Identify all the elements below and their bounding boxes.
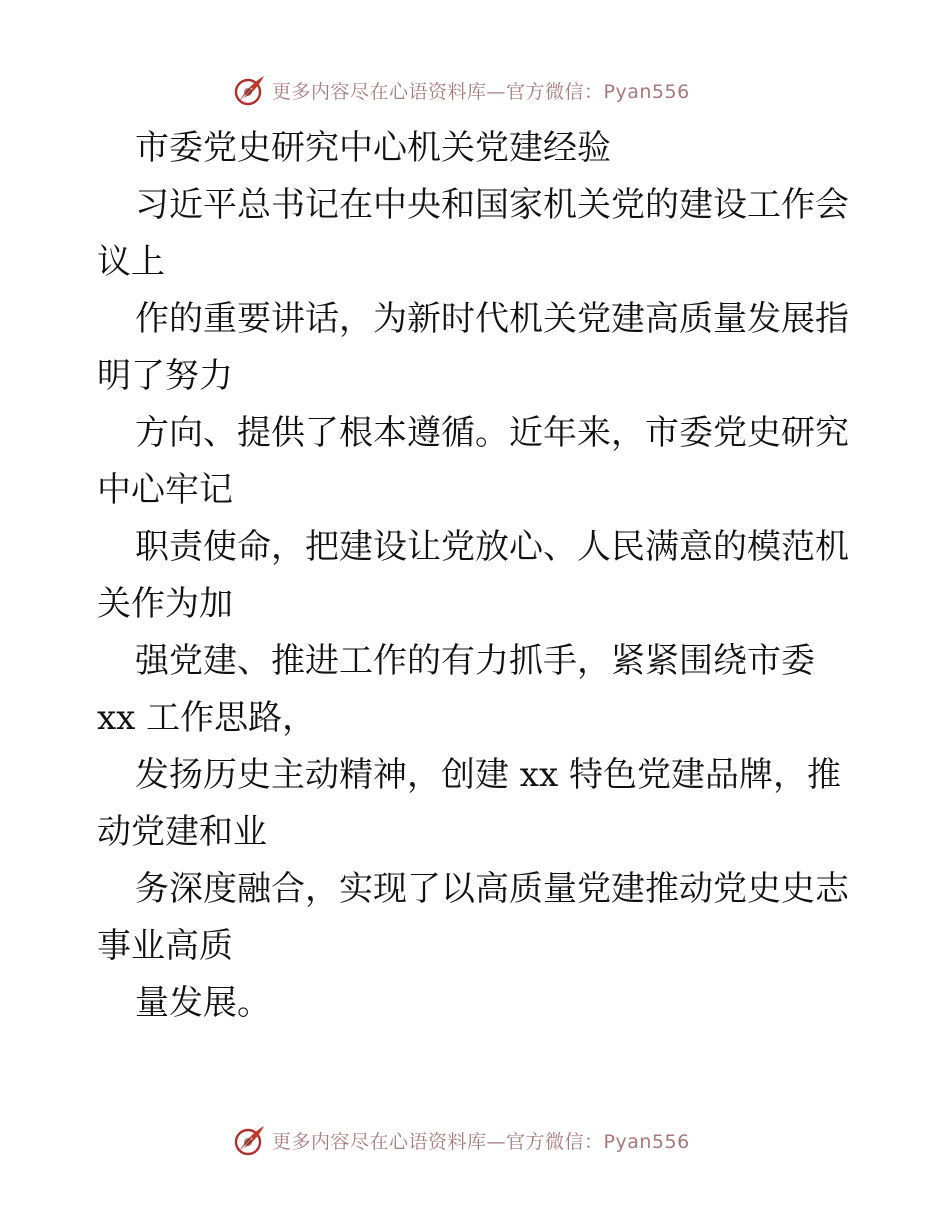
- paragraph-line: 动党建和业: [97, 812, 267, 852]
- paragraph-line: 务深度融合，实现了以高质量党建推动党史史志: [135, 869, 849, 909]
- quill-pen-logo-icon: [232, 72, 268, 108]
- paragraph-line: 关作为加: [97, 584, 233, 624]
- footer-watermark: [232, 1120, 690, 1160]
- quill-pen-logo-icon: [232, 1122, 268, 1158]
- body-text: [97, 120, 857, 1032]
- paragraph-line: 事业高质: [97, 926, 233, 966]
- paragraph-line: xx 工作思路，: [97, 698, 317, 738]
- paragraph-line: 作的重要讲话，为新时代机关党建高质量发展指: [135, 299, 849, 339]
- paragraph-line: 中心牢记: [97, 470, 233, 510]
- paragraph-line: 习近平总书记在中央和国家机关党的建设工作会: [135, 185, 849, 225]
- watermark-text: 更多内容尽在心语资料库—官方微信：Pyan556: [272, 1130, 690, 1153]
- document-title: 市委党史研究中心机关党建经验: [135, 128, 611, 168]
- header-watermark: [232, 70, 690, 110]
- paragraph-line: 议上: [97, 242, 165, 282]
- paragraph-line: 量发展。: [135, 983, 271, 1023]
- paragraph-line: 职责使命，把建设让党放心、人民满意的模范机: [135, 527, 849, 567]
- paragraph-line: 方向、提供了根本遵循。近年来，市委党史研究: [135, 413, 849, 453]
- paragraph-line: 明了努力: [97, 356, 233, 396]
- paragraph-line: 发扬历史主动精神，创建 xx 特色党建品牌，推: [135, 755, 841, 795]
- watermark-text: 更多内容尽在心语资料库—官方微信：Pyan556: [272, 80, 690, 103]
- paragraph-line: 强党建、推进工作的有力抓手，紧紧围绕市委: [135, 641, 815, 681]
